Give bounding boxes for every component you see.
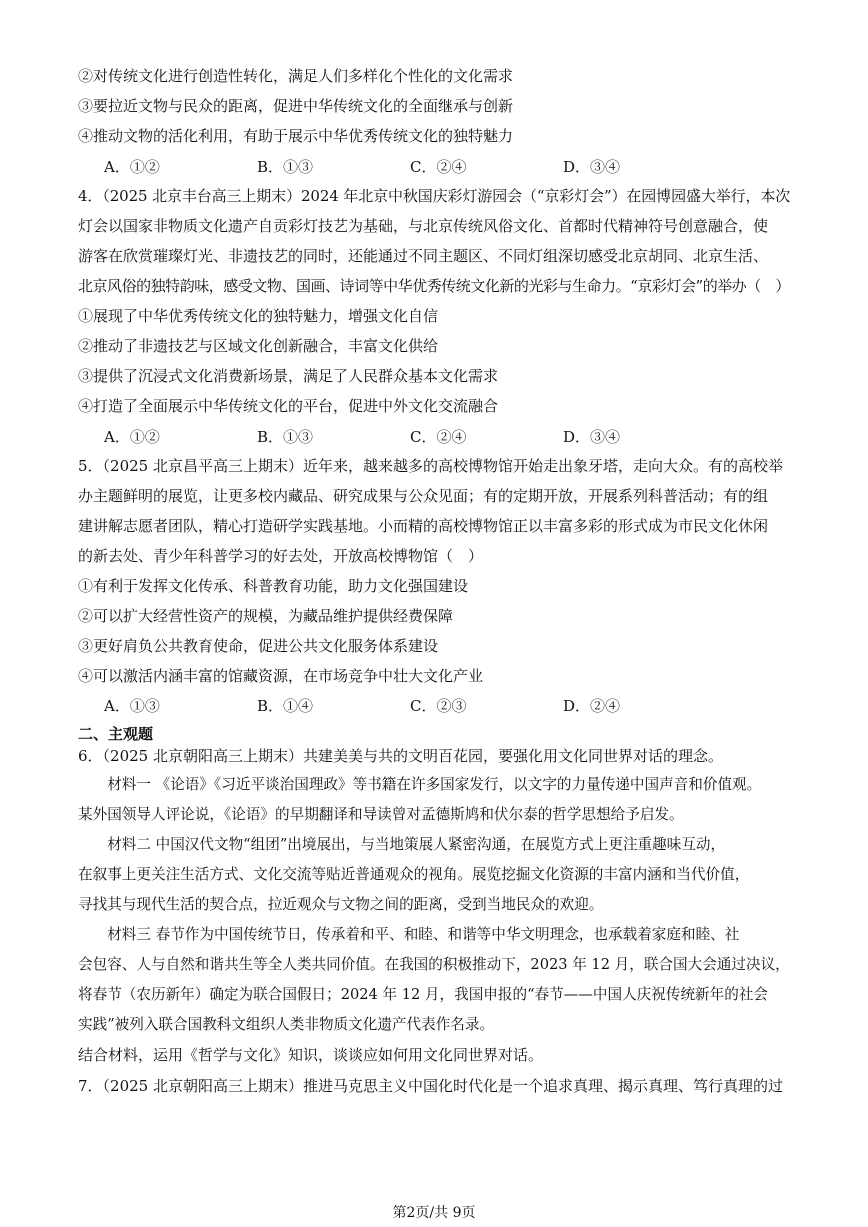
q5-choice-d[interactable]: D．②④ (563, 697, 621, 715)
q3-choices (104, 157, 716, 177)
q5-choice-a[interactable]: A．①③ (104, 697, 160, 715)
q4-stem-line: 北京风俗的独特韵味，感受文物、国画、诗词等中华优秀传统文化新的光彩与生命力。“京彩灯会”的举办（ ） (78, 277, 790, 295)
q4-option-4: ④打造了全面展示中华传统文化的平台，促进中外文化交流融合 (78, 397, 499, 415)
q4-option-3: ③提供了沉浸式文化消费新场景，满足了人民群众基本文化需求 (78, 367, 499, 385)
q7-intro: 7．（2025 北京朝阳高三上期末）推进马克思主义中国化时代化是一个追求真理、揭示真理、笃行真理的过 (78, 1077, 783, 1095)
q6-material-2-line: 寻找其与现代生活的契合点，拉近观众与文物之间的距离，受到当地民众的欢迎。 (78, 896, 604, 913)
q3-option-2: ②对传统文化进行创造性转化，满足人们多样化个性化的文化需求 (78, 67, 514, 85)
q5-stem-line: 的新去处、青少年科普学习的好去处，开放高校博物馆（ ） (78, 547, 484, 565)
q4-stem-line: 4．（2025 北京丰台高三上期末）2024 年北京中秋国庆彩灯游园会（“京彩灯会”）在园博园盛大举行，本次 (78, 187, 791, 205)
q6-material-2-line: 材料二 中国汉代文物“组团”出境展出，与当地策展人紧密沟通，在展览方式上更注重趣味互动， (78, 836, 726, 853)
q5-choice-b[interactable]: B．①④ (257, 697, 314, 715)
q5-stem-line: 5．（2025 北京昌平高三上期末）近年来，越来越多的高校博物馆开始走出象牙塔，走向大众。有的高校举 (78, 457, 783, 475)
q5-option-4: ④可以激活内涵丰富的馆藏资源，在市场竞争中壮大文化产业 (78, 667, 484, 685)
q5-stem-line: 建讲解志愿者团队，精心打造研学实践基地。小而精的高校博物馆正以丰富多彩的形式成为市民文化休闲 (78, 517, 769, 535)
q3-choice-b[interactable]: B．①③ (257, 158, 314, 176)
q4-choice-c[interactable]: C．②④ (410, 428, 467, 446)
q6-material-1-line: 某外国领导人评论说，《论语》的早期翻译和导读曾对孟德斯鸠和伏尔泰的哲学思想给予启发。 (78, 806, 684, 823)
q5-option-1: ①有利于发挥文化传承、科普教育功能，助力文化强国建设 (78, 577, 469, 595)
q4-choice-d[interactable]: D．③④ (563, 428, 621, 446)
q4-choice-a[interactable]: A．①② (104, 428, 160, 446)
q4-choices (104, 427, 716, 447)
q3-option-3: ③要拉近文物与民众的距离，促进中华传统文化的全面继承与创新 (78, 97, 514, 115)
q3-choice-a[interactable]: A．①② (104, 158, 160, 176)
q6-material-3-line: 将春节（农历新年）确定为联合国假日；2024 年 12 月，我国申报的“春节——中国人庆祝传统新年的社会 (78, 986, 769, 1003)
q3-choice-c[interactable]: C．②④ (410, 158, 467, 176)
q6-material-3-line: 会包容、人与自然和谐共生等全人类共同价值。在我国的积极推动下，2023 年 12 月，联合国大会通过决议， (78, 956, 790, 973)
q6-material-3-line: 实践”被列入联合国教科文组织人类非物质文化遗产代表作名录。 (78, 1016, 495, 1033)
q6-question: 结合材料，运用《哲学与文化》知识，谈谈应如何用文化同世界对话。 (78, 1046, 544, 1064)
q6-material-3-line: 材料三 春节作为中国传统节日，传承着和平、和睦、和谐等中华文明理念，也承载着家庭和睦、社 (78, 926, 740, 943)
q4-option-2: ②推动了非遗技艺与区域文化创新融合，丰富文化供给 (78, 337, 439, 355)
q6-material-1-line: 材料一 《论语》《习近平谈治国理政》等书籍在许多国家发行，以文字的力量传递中国声音和价值观。 (78, 776, 762, 793)
q6-material-2-line: 在叙事上更关注生活方式、文化交流等贴近普通观众的视角。展览挖掘文化资源的丰富内涵和当代价值， (78, 866, 750, 883)
q5-option-2: ②可以扩大经营性资产的规模，为藏品维护提供经费保障 (78, 607, 454, 625)
q5-option-3: ③更好肩负公共教育使命，促进公共文化服务体系建设 (78, 637, 439, 655)
q5-choices (104, 696, 716, 716)
q4-stem-line: 游客在欣赏璀璨灯光、非遗技艺的同时，还能通过不同主题区、不同灯组深切感受北京胡同、北京生活、 (78, 247, 769, 265)
q3-option-4: ④推动文物的活化利用，有助于展示中华优秀传统文化的独特魅力 (78, 127, 514, 145)
q4-stem-line: 灯会以国家非物质文化遗产自贡彩灯技艺为基础，与北京传统风俗文化、首都时代精神符号创意融合，使 (78, 217, 769, 235)
q6-intro: 6．（2025 北京朝阳高三上期末）共建美美与共的文明百花园，要强化用文化同世界对话的理念。 (78, 747, 723, 765)
q3-choice-d[interactable]: D．③④ (563, 158, 621, 176)
page-footer: 第2页/共 9页 (392, 1205, 476, 1221)
q5-choice-c[interactable]: C．②③ (410, 697, 467, 715)
section-heading: 二、主观题 (78, 725, 154, 743)
q4-choice-b[interactable]: B．①③ (257, 428, 314, 446)
q4-option-1: ①展现了中华优秀传统文化的独特魅力，增强文化自信 (78, 307, 439, 325)
q5-stem-line: 办主题鲜明的展览，让更多校内藏品、研究成果与公众见面；有的定期开放，开展系列科普活动；有的组 (78, 487, 769, 505)
